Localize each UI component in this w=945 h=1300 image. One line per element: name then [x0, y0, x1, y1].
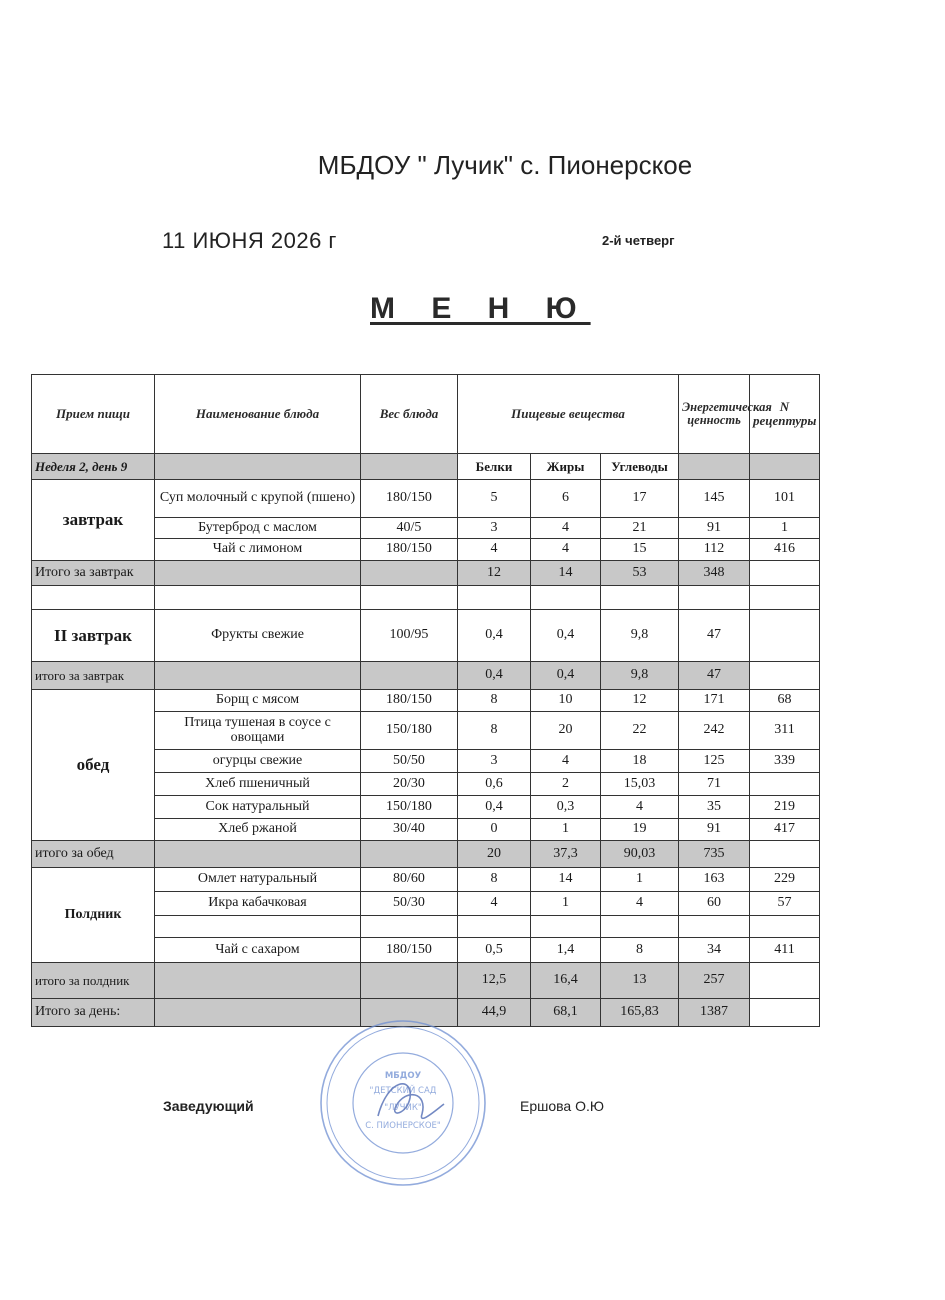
- dish-recipe: 68: [750, 690, 820, 712]
- dish-recipe: [750, 773, 820, 796]
- stamp-line: "ЛУЧИК": [384, 1103, 422, 1113]
- total-label: Итого за завтрак: [32, 561, 155, 586]
- col-header-meal: Прием пищи: [32, 375, 155, 454]
- menu-weekday: 2-й четверг: [602, 233, 675, 248]
- total-fat: 14: [531, 561, 601, 586]
- total-carbs: 90,03: [601, 841, 679, 868]
- total-empty: [750, 963, 820, 999]
- stamp-line: МБДОУ: [384, 1071, 422, 1081]
- total-fat: 37,3: [531, 841, 601, 868]
- dish-weight: 80/60: [361, 868, 458, 892]
- dish-protein: 0,4: [458, 796, 531, 819]
- dish-carbs: 15: [601, 539, 679, 561]
- dish-fat: 1: [531, 892, 601, 916]
- dish-energy: 91: [679, 819, 750, 841]
- dish-weight: 150/180: [361, 712, 458, 750]
- total-empty: [361, 561, 458, 586]
- total-energy: 47: [679, 662, 750, 690]
- dish-energy: 35: [679, 796, 750, 819]
- day-total-energy: 1387: [679, 999, 750, 1027]
- total-empty: [750, 999, 820, 1027]
- dish-recipe: 229: [750, 868, 820, 892]
- total-label: итого за обед: [32, 841, 155, 868]
- dish-weight: 30/40: [361, 819, 458, 841]
- dish-weight: 180/150: [361, 539, 458, 561]
- menu-date: 11 ИЮНЯ 2026 г: [162, 228, 337, 253]
- dish-recipe: [750, 916, 820, 938]
- dish-fat: [531, 916, 601, 938]
- total-label: итого за завтрак: [32, 662, 155, 690]
- dish-protein: 8: [458, 712, 531, 750]
- total-empty: [155, 963, 361, 999]
- nutrient-header-fat: Жиры: [531, 454, 601, 480]
- dish-carbs: 4: [601, 796, 679, 819]
- dish-carbs: 17: [601, 480, 679, 518]
- dish-fat: 4: [531, 518, 601, 539]
- dish-fat: 14: [531, 868, 601, 892]
- dish-weight: 50/30: [361, 892, 458, 916]
- dish-name: Суп молочный с крупой (пшено): [155, 480, 361, 518]
- dish-fat: 4: [531, 539, 601, 561]
- head-position-label: Заведующий: [163, 1098, 254, 1114]
- nutrient-header-protein: Белки: [458, 454, 531, 480]
- total-empty: [361, 963, 458, 999]
- dish-name: Чай с лимоном: [155, 539, 361, 561]
- dish-energy: 112: [679, 539, 750, 561]
- dish-protein: 0,5: [458, 938, 531, 963]
- dish-recipe: 417: [750, 819, 820, 841]
- menu-table: [31, 374, 820, 1027]
- dish-name: Чай с сахаром: [155, 938, 361, 963]
- dish-weight: 50/50: [361, 750, 458, 773]
- total-energy: 348: [679, 561, 750, 586]
- total-carbs: 13: [601, 963, 679, 999]
- dish-protein: 5: [458, 480, 531, 518]
- total-empty: [750, 662, 820, 690]
- day-total-protein: 44,9: [458, 999, 531, 1027]
- dish-name: огурцы свежие: [155, 750, 361, 773]
- dish-name: Омлет натуральный: [155, 868, 361, 892]
- dish-protein: 0: [458, 819, 531, 841]
- total-row: [32, 841, 820, 868]
- dish-carbs: [601, 916, 679, 938]
- total-carbs: 53: [601, 561, 679, 586]
- signatory-name: Ершова О.Ю: [520, 1098, 605, 1114]
- dish-weight: 100/95: [361, 610, 458, 662]
- total-row: [32, 561, 820, 586]
- week-row: [32, 454, 820, 480]
- dish-carbs: 19: [601, 819, 679, 841]
- dish-energy: 71: [679, 773, 750, 796]
- dish-energy: 47: [679, 610, 750, 662]
- total-row: [32, 963, 820, 999]
- dish-name: Птица тушеная в соусе с овощами: [155, 712, 361, 750]
- dish-carbs: 9,8: [601, 610, 679, 662]
- header-row: [32, 375, 820, 454]
- stamp-line: С. ПИОНЕРСКОЕ": [365, 1121, 441, 1131]
- col-header-weight: Вес блюда: [361, 375, 458, 454]
- dish-energy: 34: [679, 938, 750, 963]
- col-header-dish: Наименование блюда: [155, 375, 361, 454]
- week-empty: [679, 454, 750, 480]
- dish-name: Сок натуральный: [155, 796, 361, 819]
- dish-protein: 0,6: [458, 773, 531, 796]
- total-empty: [155, 561, 361, 586]
- stamp-line: "ДЕТСКИЙ САД: [369, 1086, 437, 1096]
- total-empty: [750, 561, 820, 586]
- dish-protein: 4: [458, 892, 531, 916]
- dish-protein: 4: [458, 539, 531, 561]
- dish-recipe: [750, 610, 820, 662]
- dish-energy: 91: [679, 518, 750, 539]
- dish-fat: 4: [531, 750, 601, 773]
- dish-protein: 3: [458, 518, 531, 539]
- dish-carbs: 12: [601, 690, 679, 712]
- dish-weight: 180/150: [361, 480, 458, 518]
- dish-energy: 163: [679, 868, 750, 892]
- dish-fat: 2: [531, 773, 601, 796]
- dish-protein: 0,4: [458, 610, 531, 662]
- dish-carbs: 1: [601, 868, 679, 892]
- total-empty: [155, 662, 361, 690]
- total-protein: 0,4: [458, 662, 531, 690]
- total-empty: [361, 662, 458, 690]
- dish-carbs: 15,03: [601, 773, 679, 796]
- dish-fat: 6: [531, 480, 601, 518]
- col-header-recipe: N рецептуры: [750, 375, 820, 454]
- day-total-carbs: 165,83: [601, 999, 679, 1027]
- spacer-row: [32, 586, 820, 610]
- dish-weight: 40/5: [361, 518, 458, 539]
- dish-recipe: 411: [750, 938, 820, 963]
- total-protein: 20: [458, 841, 531, 868]
- total-protein: 12,5: [458, 963, 531, 999]
- dish-recipe: 219: [750, 796, 820, 819]
- dish-name: Икра кабачковая: [155, 892, 361, 916]
- total-empty: [361, 841, 458, 868]
- total-row: [32, 662, 820, 690]
- dish-weight: 180/150: [361, 690, 458, 712]
- total-energy: 735: [679, 841, 750, 868]
- week-empty: [155, 454, 361, 480]
- dish-weight: 180/150: [361, 938, 458, 963]
- dish-fat: 0,3: [531, 796, 601, 819]
- col-header-nutrients: Пищевые вещества: [458, 375, 679, 454]
- total-fat: 16,4: [531, 963, 601, 999]
- dish-fat: 1,4: [531, 938, 601, 963]
- dish-protein: 8: [458, 868, 531, 892]
- dish-recipe: 57: [750, 892, 820, 916]
- dish-name: Хлеб ржаной: [155, 819, 361, 841]
- dish-weight: 20/30: [361, 773, 458, 796]
- dish-energy: 60: [679, 892, 750, 916]
- dish-recipe: 311: [750, 712, 820, 750]
- menu-heading: М Е Н Ю: [370, 292, 591, 325]
- meal-snack: Полдник: [32, 868, 155, 963]
- dish-recipe: 416: [750, 539, 820, 561]
- institution-title: МБДОУ " Лучик" с. Пионерское: [317, 150, 693, 180]
- total-label: итого за полдник: [32, 963, 155, 999]
- dish-name: Борщ с мясом: [155, 690, 361, 712]
- dish-fat: 0,4: [531, 610, 601, 662]
- total-fat: 0,4: [531, 662, 601, 690]
- dish-carbs: 8: [601, 938, 679, 963]
- table-row: [32, 690, 820, 712]
- week-label: Неделя 2, день 9: [32, 454, 155, 480]
- table-row: [32, 610, 820, 662]
- table-row: [32, 480, 820, 518]
- dish-protein: [458, 916, 531, 938]
- dish-name: Бутерброд с маслом: [155, 518, 361, 539]
- week-empty: [361, 454, 458, 480]
- col-header-energy: Энергетическая ценность: [679, 375, 750, 454]
- dish-carbs: 4: [601, 892, 679, 916]
- dish-protein: 8: [458, 690, 531, 712]
- total-empty: [155, 841, 361, 868]
- dish-recipe: 101: [750, 480, 820, 518]
- dish-energy: 125: [679, 750, 750, 773]
- day-total-label: Итого за день:: [32, 999, 155, 1027]
- total-protein: 12: [458, 561, 531, 586]
- dish-weight: 150/180: [361, 796, 458, 819]
- dish-name: Хлеб пшеничный: [155, 773, 361, 796]
- official-stamp-seal: [318, 1018, 488, 1188]
- dish-energy: [679, 916, 750, 938]
- table-row: [32, 868, 820, 892]
- total-energy: 257: [679, 963, 750, 999]
- meal-breakfast: завтрак: [32, 480, 155, 561]
- dish-carbs: 22: [601, 712, 679, 750]
- dish-weight: [361, 916, 458, 938]
- dish-fat: 1: [531, 819, 601, 841]
- day-total-fat: 68,1: [531, 999, 601, 1027]
- dish-fat: 20: [531, 712, 601, 750]
- meal-second-breakfast: II завтрак: [32, 610, 155, 662]
- dish-fat: 10: [531, 690, 601, 712]
- dish-protein: 3: [458, 750, 531, 773]
- nutrient-header-carbs: Углеводы: [601, 454, 679, 480]
- dish-energy: 145: [679, 480, 750, 518]
- dish-name: Фрукты свежие: [155, 610, 361, 662]
- dish-name: [155, 916, 361, 938]
- dish-recipe: 1: [750, 518, 820, 539]
- meal-lunch: обед: [32, 690, 155, 841]
- dish-carbs: 21: [601, 518, 679, 539]
- total-carbs: 9,8: [601, 662, 679, 690]
- dish-recipe: 339: [750, 750, 820, 773]
- total-empty: [750, 841, 820, 868]
- week-empty: [750, 454, 820, 480]
- dish-energy: 171: [679, 690, 750, 712]
- dish-energy: 242: [679, 712, 750, 750]
- dish-carbs: 18: [601, 750, 679, 773]
